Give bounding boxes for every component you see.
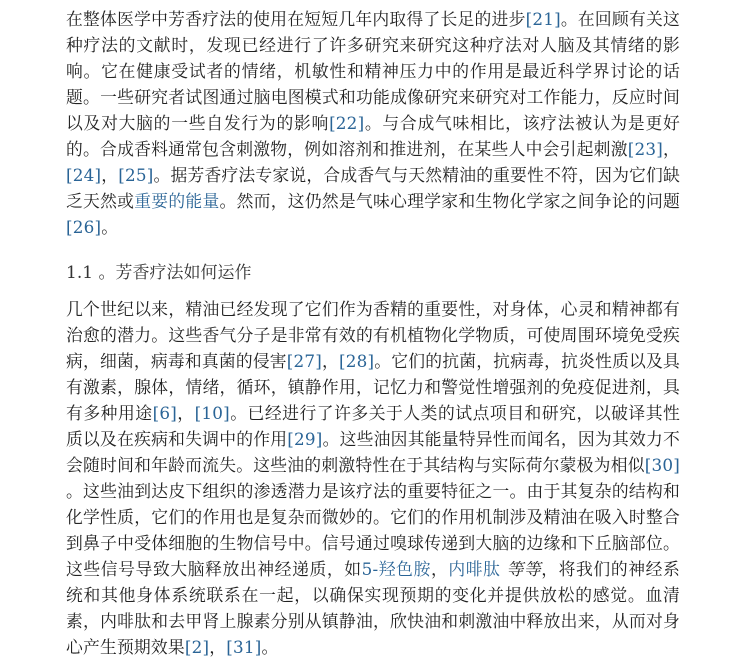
etc-text: 等等 [500,559,542,579]
section-heading: 1.1 。芳香疗法如何运作 [66,263,252,283]
citation-link-2[interactable]: [2] [184,637,210,657]
text-segment: 。与合成气味相比，该疗法被认为是更好的。合成香料通常包含刺激物，例如溶剂和推进剂，在某些人中会引起刺激 [66,113,680,159]
citation-link-29[interactable]: [29] [287,429,323,449]
citation-link-26[interactable]: [26] [66,217,102,237]
text-segment: 。在回顾有关这种疗法的文献时，发现已经进行了许多研究来研究这种疗法对人脑及其情绪的影响。它在健康受试者的情绪，机敏性和精神压力中的作用是最近科学界讨论的话题。一些研究者试图通过脑电图模式和功能成像研究来研究对工作能力，反应时间以及对大脑的一些自发行为的影响 [66,9,680,133]
intro-paragraph [66,6,680,240]
citation-link-10[interactable]: [10] [194,403,230,423]
comma: ， [176,403,195,423]
endorphin-link[interactable]: 内啡肽 [448,559,501,579]
comma: ， [101,165,119,185]
comma: ， [322,351,340,371]
vital-energy-link[interactable]: 重要的能量 [134,191,220,211]
comma: ， [209,637,227,657]
text-segment: 。这些油因其能量特异性而闻名，因为其效力不会随时间和年龄而流失。这些油的刺激特性在于其结构与实际荷尔蒙极为相似 [66,429,681,475]
text-segment: 。 [101,217,119,237]
text-segment: ，将我们的神经系统和其他身体系统联系在一起，以确保实现预期的变化并提供放松的感觉。血清素，内啡肽和去甲肾上腺素分别从镇静油，欣快油和刺激油中释放出来，从而对身心产生预期效果 [66,559,680,657]
comma: ， [430,559,449,579]
text-segment: 在整体医学中芳香疗法的使用在短短几年内取得了长足的进步 [66,9,526,29]
citation-link-24[interactable]: [24] [66,165,102,185]
citation-link-28[interactable]: [28] [339,351,375,371]
text-segment: 。这些油到达皮下组织的渗透潜力是该疗法的重要特征之一。由于其复杂的结构和化学性质，它们的作用也是复杂而微妙的。它们的作用机制涉及精油在吸入时整合到鼻子中受体细胞的生物信号中。信号通过嗅球传递到大脑的边缘和下丘脑部位。这些信号导致大脑释放出神经递质，如 [66,481,680,579]
citation-link-23[interactable]: [23] [627,139,663,159]
citation-link-31[interactable]: [31] [226,637,262,657]
text-segment: 。已经进行了许多关于人类的试点项目和研究，以破译其性质以及在疾病和失调中的作用 [66,403,681,449]
text-segment: 几个世纪以来，精油已经发现了它们作为香精的重要性，对身体，心灵和精神都有治愈的潜力。这些香气分子是非常有效的有机植物化学物质，可使周围环境免受疾病，细菌，病毒和真菌的侵害 [66,299,680,371]
text-segment: 。然而，这仍然是气味心理学家和生物化学家之间争论的问题 [219,191,680,211]
citation-link-27[interactable]: [27] [286,351,323,371]
text-segment: 。据芳香疗法专家说，合成香气与天然精油的重要性不符，因为它们缺乏天然或 [66,165,681,211]
citation-link-30[interactable]: [30] [644,455,680,475]
comma: ， [662,139,680,159]
section-paragraph [66,296,680,660]
citation-link-6[interactable]: [6] [152,403,177,423]
text-segment: 。 [261,637,279,657]
citation-link-25[interactable]: [25] [118,165,154,185]
serotonin-link[interactable]: 5-羟色胺 [361,559,431,579]
citation-link-22[interactable]: [22] [329,113,365,133]
text-segment: 。它们的抗菌，抗病毒，抗炎性质以及具有激素，腺体，情绪，循环，镇静作用，记忆力和警觉性增强剂的免疫促进剂，具有多种用途 [66,351,681,423]
citation-link-21[interactable]: [21] [525,9,561,29]
